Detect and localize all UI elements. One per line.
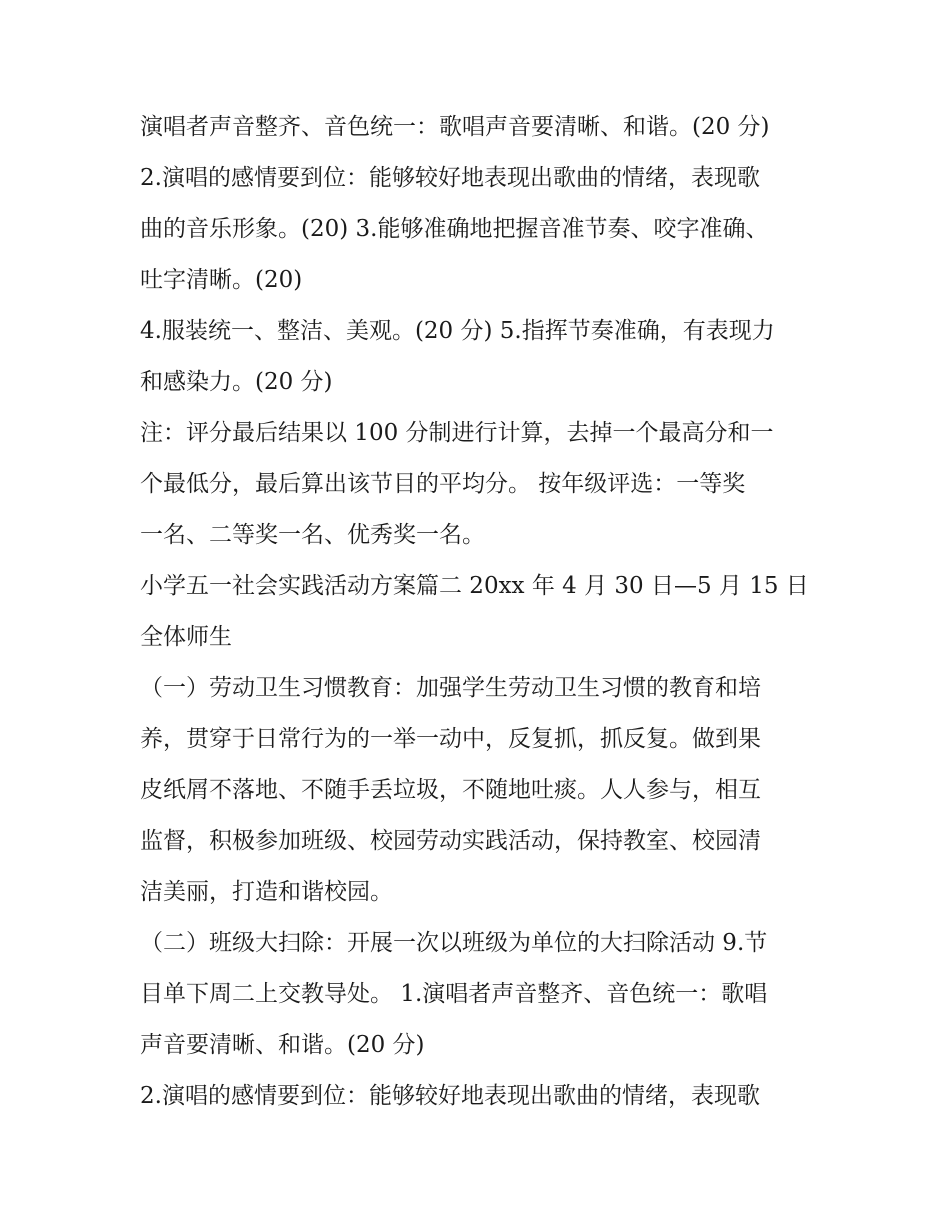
text-line: 监督，积极参加班级、校园劳动实践活动，保持教室、校园清 <box>140 828 761 854</box>
text-line: 声音要清晰、和谐。(20 分) <box>140 1032 425 1058</box>
text-line: 养，贯穿于日常行为的一举一动中，反复抓，抓反复。做到果 <box>140 726 761 752</box>
text-line: 注：评分最后结果以 100 分制进行计算，去掉一个最高分和一 <box>140 420 774 446</box>
text-line: 目单下周二上交教导处。 1.演唱者声音整齐、音色统一：歌唱 <box>140 981 768 1007</box>
text-line: 吐字清晰。(20) <box>140 267 303 293</box>
text-line: 2.演唱的感情要到位：能够较好地表现出歌曲的情绪，表现歌 <box>140 165 760 191</box>
text-line: 2.演唱的感情要到位：能够较好地表现出歌曲的情绪，表现歌 <box>140 1083 760 1109</box>
text-line: 洁美丽，打造和谐校园。 <box>140 879 393 905</box>
text-line: （二）班级大扫除：开展一次以班级为单位的大扫除活动 9.节 <box>140 930 768 956</box>
text-line: 个最低分，最后算出该节目的平均分。 按年级评选：一等奖 <box>140 471 746 497</box>
text-line: 演唱者声音整齐、音色统一：歌唱声音要清晰、和谐。(20 分) <box>140 114 770 140</box>
text-line: 小学五一社会实践活动方案篇二 20xx 年 4 月 30 日—5 月 15 日 <box>140 573 809 599</box>
text-line: 全体师生 <box>140 624 232 650</box>
text-line: 皮纸屑不落地、不随手丢垃圾，不随地吐痰。人人参与，相互 <box>140 777 761 803</box>
text-line: 一名、二等奖一名、优秀奖一名。 <box>140 522 485 548</box>
document-body <box>140 102 820 1122</box>
text-line: （一）劳动卫生习惯教育：加强学生劳动卫生习惯的教育和培 <box>140 675 761 701</box>
text-line: 4.服装统一、整洁、美观。(20 分) 5.指挥节奏准确，有表现力 <box>140 318 775 344</box>
text-line: 曲的音乐形象。(20) 3.能够准确地把握音准节奏、咬字准确、 <box>140 216 769 242</box>
text-line: 和感染力。(20 分) <box>140 369 333 395</box>
